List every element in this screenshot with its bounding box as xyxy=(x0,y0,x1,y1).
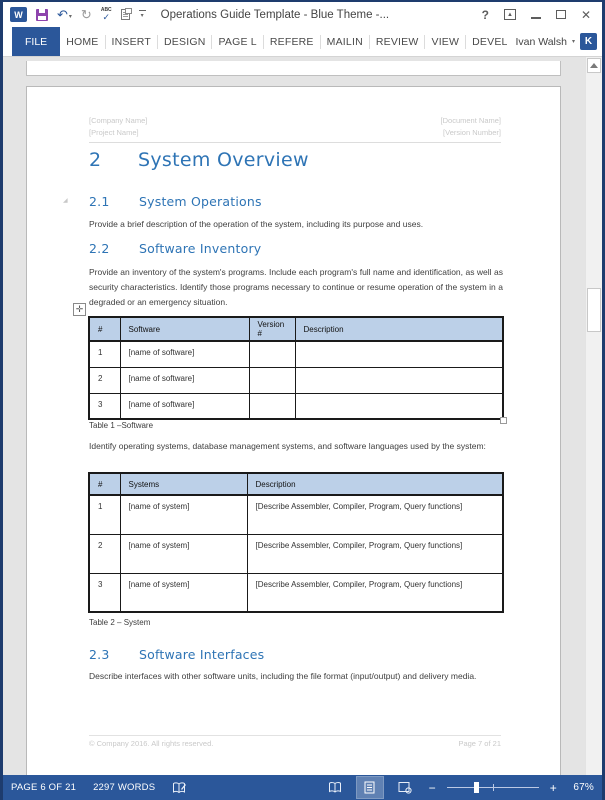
cell[interactable]: [name of software] xyxy=(120,367,249,393)
maximize-button[interactable] xyxy=(556,10,566,19)
heading-system-overview[interactable] xyxy=(89,149,309,171)
cell[interactable]: [name of system] xyxy=(120,534,247,573)
scroll-up-button[interactable] xyxy=(587,58,601,73)
vertical-scrollbar[interactable] xyxy=(585,57,602,775)
zoom-slider-center-tick xyxy=(493,784,494,791)
tab-developer[interactable]: DEVEL xyxy=(472,35,508,48)
col-systems[interactable]: Systems xyxy=(120,473,247,495)
cell[interactable]: 1 xyxy=(89,495,120,534)
table-header-row xyxy=(89,317,503,341)
page-footer[interactable] xyxy=(89,735,501,748)
tab-page-layout[interactable]: PAGE L xyxy=(218,35,257,48)
chevron-down-icon: ▾ xyxy=(571,38,575,45)
table-move-handle[interactable]: ✛ xyxy=(73,303,86,316)
paragraph-software-interfaces[interactable]: Describe interfaces with other software units, including the file format (input/output) and delivery media. xyxy=(89,671,477,681)
cell[interactable]: [name of system] xyxy=(120,573,247,612)
col-description[interactable]: Description xyxy=(295,317,503,341)
heading-collapse-icon[interactable]: ◢ xyxy=(63,198,68,204)
col-version[interactable]: Version # xyxy=(249,317,295,341)
cell[interactable]: 2 xyxy=(89,367,120,393)
table-row xyxy=(89,393,503,419)
close-button[interactable]: ✕ xyxy=(580,7,591,22)
ribbon-display-options-button[interactable]: ▲ xyxy=(504,9,516,20)
status-bar xyxy=(3,775,602,800)
page-indicator[interactable]: PAGE 6 OF 21 xyxy=(11,782,77,793)
tab-insert[interactable]: INSERT xyxy=(111,35,152,48)
spellcheck-check-icon: ✓ xyxy=(102,12,111,22)
ribbon-tab-row xyxy=(3,27,602,57)
col-software[interactable]: Software xyxy=(120,317,249,341)
cell[interactable] xyxy=(295,393,503,419)
col-description[interactable]: Description xyxy=(247,473,503,495)
heading-text: Software Inventory xyxy=(139,241,262,256)
header-document-name[interactable]: [Document Name] xyxy=(440,116,501,125)
cell[interactable]: [name of system] xyxy=(120,495,247,534)
web-layout-button[interactable] xyxy=(392,777,418,798)
quick-access-toolbar xyxy=(10,7,146,22)
table-row xyxy=(89,367,503,393)
proofing-icon[interactable] xyxy=(172,781,187,795)
footer-copyright[interactable]: © Company 2016. All rights reserved. xyxy=(89,739,214,748)
heading-software-interfaces[interactable] xyxy=(89,647,264,662)
help-button[interactable]: ? xyxy=(481,7,489,22)
document-page[interactable] xyxy=(26,86,561,775)
tab-references[interactable]: REFERE xyxy=(269,35,314,48)
title-bar xyxy=(3,2,602,27)
cell[interactable]: [name of software] xyxy=(120,341,249,367)
heading-text: System Operations xyxy=(139,194,262,209)
software-table[interactable] xyxy=(88,316,504,420)
customize-qat-button[interactable] xyxy=(139,10,146,20)
zoom-slider[interactable] xyxy=(447,782,539,793)
cell[interactable] xyxy=(295,367,503,393)
read-mode-button[interactable] xyxy=(322,777,348,798)
heading-number: 2.2 xyxy=(89,241,110,256)
document-icon[interactable] xyxy=(121,9,130,20)
table-row xyxy=(89,573,503,612)
table-row xyxy=(89,534,503,573)
footer-page-number[interactable]: Page 7 of 21 xyxy=(458,739,501,748)
cell[interactable] xyxy=(295,341,503,367)
document-canvas[interactable] xyxy=(3,57,602,775)
heading-system-operations[interactable] xyxy=(89,194,262,209)
cell[interactable] xyxy=(249,341,295,367)
table-header-row xyxy=(89,473,503,495)
heading-text: Software Interfaces xyxy=(139,647,265,662)
zoom-slider-handle[interactable] xyxy=(474,782,479,793)
cell[interactable]: [Describe Assembler, Compiler, Program, Query functions] xyxy=(247,495,503,534)
undo-icon: ↶ xyxy=(57,7,68,22)
cell[interactable] xyxy=(249,393,295,419)
cell[interactable]: [Describe Assembler, Compiler, Program, Query functions] xyxy=(247,573,503,612)
customize-qat-bar xyxy=(139,10,146,11)
page-header[interactable] xyxy=(89,115,501,139)
avatar[interactable]: K xyxy=(580,33,597,50)
tab-design[interactable]: DESIGN xyxy=(164,35,206,48)
arrow-up-icon xyxy=(590,63,598,68)
header-rule xyxy=(89,142,501,143)
cell[interactable]: [Describe Assembler, Compiler, Program, Query functions] xyxy=(247,534,503,573)
header-company[interactable]: [Company Name] xyxy=(89,116,148,125)
systems-table[interactable] xyxy=(88,472,504,613)
zoom-out-button[interactable]: − xyxy=(428,780,436,795)
table1-caption[interactable]: Table 1 –Software xyxy=(89,421,154,430)
col-number[interactable]: # xyxy=(89,317,120,341)
print-layout-button[interactable] xyxy=(357,777,383,798)
zoom-in-button[interactable]: + xyxy=(549,780,557,795)
heading-software-inventory[interactable] xyxy=(89,241,261,256)
heading-number: 2 xyxy=(89,149,102,171)
account-menu[interactable] xyxy=(515,27,602,56)
redo-icon[interactable]: ↻ xyxy=(80,7,92,22)
tab-home[interactable]: HOME xyxy=(66,35,99,48)
tab-review[interactable]: REVIEW xyxy=(375,35,419,48)
paragraph-software-inventory[interactable]: Provide an inventory of the system's programs. Include each program's full name and identification, as well as security characteristics. Identify those programs necessary to continue or resume operation of the system in a degraded or an emergency situation. xyxy=(89,267,503,307)
spellcheck-button[interactable] xyxy=(101,8,112,21)
word-count[interactable]: 2297 WORDS xyxy=(93,782,156,793)
cell[interactable]: 1 xyxy=(89,341,120,367)
window-title: Operations Guide Template - Blue Theme -... xyxy=(160,8,390,21)
col-number[interactable]: # xyxy=(89,473,120,495)
tab-mailings[interactable]: MAILIN xyxy=(326,35,363,48)
heading-number: 2.1 xyxy=(89,194,110,209)
window-controls xyxy=(482,8,595,22)
paragraph-system-operations[interactable]: Provide a brief description of the operation of the system, including its purpose and uses. xyxy=(89,219,424,229)
table-resize-handle[interactable] xyxy=(500,417,507,424)
spellcheck-abc-label: ABC xyxy=(100,7,112,13)
cell[interactable]: 2 xyxy=(89,534,120,573)
zoom-percentage[interactable]: 67% xyxy=(573,782,594,793)
table-row xyxy=(89,341,503,367)
previous-page-fragment[interactable] xyxy=(26,61,561,76)
word-logo-icon[interactable]: W xyxy=(10,7,27,22)
heading-number: 2.3 xyxy=(89,647,110,662)
user-name: Ivan Walsh xyxy=(515,35,567,48)
cell[interactable]: [name of software] xyxy=(120,393,249,419)
heading-text: System Overview xyxy=(138,149,309,171)
header-project[interactable]: [Project Name] xyxy=(89,128,139,137)
minimize-button[interactable] xyxy=(531,17,541,19)
undo-button[interactable] xyxy=(57,8,72,21)
save-icon[interactable] xyxy=(36,9,48,21)
table2-caption[interactable]: Table 2 – System xyxy=(89,618,151,627)
table-row xyxy=(89,495,503,534)
tab-view[interactable]: VIEW xyxy=(431,35,460,48)
scrollbar-thumb[interactable] xyxy=(587,288,601,332)
paragraph-identify-systems[interactable]: Identify operating systems, database management systems, and software languages used by the system: xyxy=(89,441,486,451)
cell[interactable]: 3 xyxy=(89,573,120,612)
header-version[interactable]: [Version Number] xyxy=(443,128,501,137)
cell[interactable]: 3 xyxy=(89,393,120,419)
undo-dropdown-icon[interactable]: ▾ xyxy=(68,14,72,20)
chevron-down-icon: ▾ xyxy=(140,12,144,19)
cell[interactable] xyxy=(249,367,295,393)
tab-file[interactable]: FILE xyxy=(12,27,60,56)
